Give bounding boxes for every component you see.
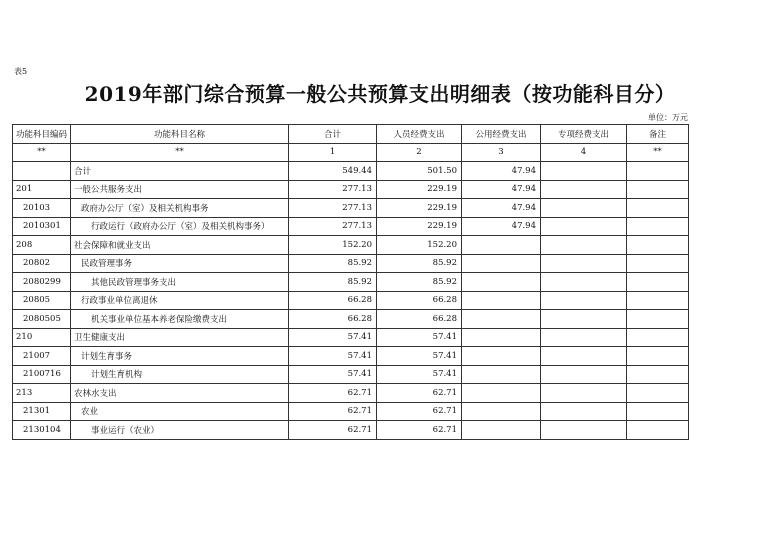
header-code: 功能科目编码 [13,125,71,144]
cell-code: 210 [13,328,71,347]
table-row [13,291,689,310]
cell-personnel: 152.20 [377,236,462,255]
cell-public [462,365,541,384]
cell-special [541,328,627,347]
page-title: 2019年部门综合预算一般公共预算支出明细表（按功能科目分） [84,82,676,106]
cell-special [541,217,627,236]
cell-code: 21007 [13,347,71,366]
cell-code: 208 [13,236,71,255]
cell-name: 行政运行（政府办公厅（室）及相关机构事务） [71,217,289,236]
cell-total: 85.92 [289,254,377,273]
cell-special [541,291,627,310]
cell-name: 民政管理事务 [71,254,289,273]
cell-personnel: 57.41 [377,328,462,347]
table-row [13,328,689,347]
cell-name: 计划生育机构 [71,365,289,384]
cell-note [627,310,689,329]
cell-personnel: 229.19 [377,199,462,218]
cell-public: 47.94 [462,199,541,218]
cell-public [462,310,541,329]
cell-personnel: 62.71 [377,384,462,403]
cell-special [541,254,627,273]
table-row [13,199,689,218]
cell-name: 事业运行（农业） [71,421,289,440]
cell-total: 549.44 [289,162,377,181]
cell-total: 57.41 [289,328,377,347]
table-row [13,402,689,421]
cell-total: 85.92 [289,273,377,292]
cell-code: 20103 [13,199,71,218]
cell-public: 47.94 [462,180,541,199]
cell-total: 277.13 [289,180,377,199]
cell-note [627,254,689,273]
cell-name: 其他民政管理事务支出 [71,273,289,292]
cell-total: 66.28 [289,291,377,310]
cell-special [541,162,627,181]
cell-total: 62.71 [289,402,377,421]
table-row [13,180,689,199]
cell-special [541,421,627,440]
header-row [13,125,689,144]
cell-personnel: 57.41 [377,347,462,366]
cell-special [541,180,627,199]
cell-total: 277.13 [289,199,377,218]
cell-special [541,402,627,421]
cell-name: 计划生育事务 [71,347,289,366]
cell-special [541,384,627,403]
table-row [13,365,689,384]
cell-public [462,421,541,440]
cell-note [627,217,689,236]
cell-public [462,347,541,366]
cell-note [627,162,689,181]
index-cell: 1 [289,143,377,162]
table-row [13,236,689,255]
header-note: 备注 [627,125,689,144]
cell-public [462,402,541,421]
cell-code: 2080299 [13,273,71,292]
cell-code [13,162,71,181]
cell-name: 社会保障和就业支出 [71,236,289,255]
cell-note [627,273,689,292]
cell-note [627,365,689,384]
cell-code: 2130104 [13,421,71,440]
cell-public [462,273,541,292]
cell-total: 62.71 [289,421,377,440]
cell-name: 合计 [71,162,289,181]
table-row [13,273,689,292]
cell-personnel: 85.92 [377,254,462,273]
cell-personnel: 229.19 [377,180,462,199]
cell-note [627,347,689,366]
cell-public [462,236,541,255]
cell-public: 47.94 [462,162,541,181]
cell-name: 政府办公厅（室）及相关机构事务 [71,199,289,218]
cell-public: 47.94 [462,217,541,236]
cell-special [541,347,627,366]
index-cell: 3 [462,143,541,162]
cell-note [627,421,689,440]
table-row [13,310,689,329]
cell-note [627,180,689,199]
index-cell: 2 [377,143,462,162]
header-name: 功能科目名称 [71,125,289,144]
table-row [13,162,689,181]
cell-public [462,254,541,273]
cell-special [541,199,627,218]
cell-name: 行政事业单位离退休 [71,291,289,310]
index-cell: ** [13,143,71,162]
cell-personnel: 62.71 [377,421,462,440]
cell-public [462,291,541,310]
table-row [13,384,689,403]
header-total: 合计 [289,125,377,144]
cell-name: 农林水支出 [71,384,289,403]
expenditure-table [12,124,689,440]
cell-code: 2010301 [13,217,71,236]
cell-note [627,328,689,347]
cell-name: 卫生健康支出 [71,328,289,347]
header-special: 专项经费支出 [541,125,627,144]
cell-public [462,384,541,403]
cell-name: 一般公共服务支出 [71,180,289,199]
cell-total: 57.41 [289,365,377,384]
cell-note [627,402,689,421]
cell-personnel: 62.71 [377,402,462,421]
cell-name: 机关事业单位基本养老保险缴费支出 [71,310,289,329]
cell-special [541,236,627,255]
index-cell: ** [627,143,689,162]
cell-code: 2100716 [13,365,71,384]
index-cell: ** [71,143,289,162]
cell-special [541,310,627,329]
cell-personnel: 57.41 [377,365,462,384]
cell-personnel: 66.28 [377,291,462,310]
cell-personnel: 66.28 [377,310,462,329]
cell-note [627,291,689,310]
cell-total: 62.71 [289,384,377,403]
index-cell: 4 [541,143,627,162]
index-row [13,143,689,162]
cell-code: 20805 [13,291,71,310]
table-number: 表5 [14,67,28,76]
table-row [13,421,689,440]
header-personnel: 人员经费支出 [377,125,462,144]
cell-total: 66.28 [289,310,377,329]
cell-total: 277.13 [289,217,377,236]
table-row [13,347,689,366]
cell-note [627,236,689,255]
cell-note [627,199,689,218]
cell-special [541,365,627,384]
cell-code: 21301 [13,402,71,421]
cell-personnel: 85.92 [377,273,462,292]
unit-label: 单位：万元 [648,113,688,122]
cell-code: 201 [13,180,71,199]
cell-total: 152.20 [289,236,377,255]
cell-code: 2080505 [13,310,71,329]
cell-personnel: 501.50 [377,162,462,181]
cell-note [627,384,689,403]
cell-public [462,328,541,347]
cell-code: 20802 [13,254,71,273]
cell-name: 农业 [71,402,289,421]
cell-special [541,273,627,292]
cell-total: 57.41 [289,347,377,366]
header-public: 公用经费支出 [462,125,541,144]
cell-personnel: 229.19 [377,217,462,236]
table-row [13,217,689,236]
table-row [13,254,689,273]
cell-code: 213 [13,384,71,403]
